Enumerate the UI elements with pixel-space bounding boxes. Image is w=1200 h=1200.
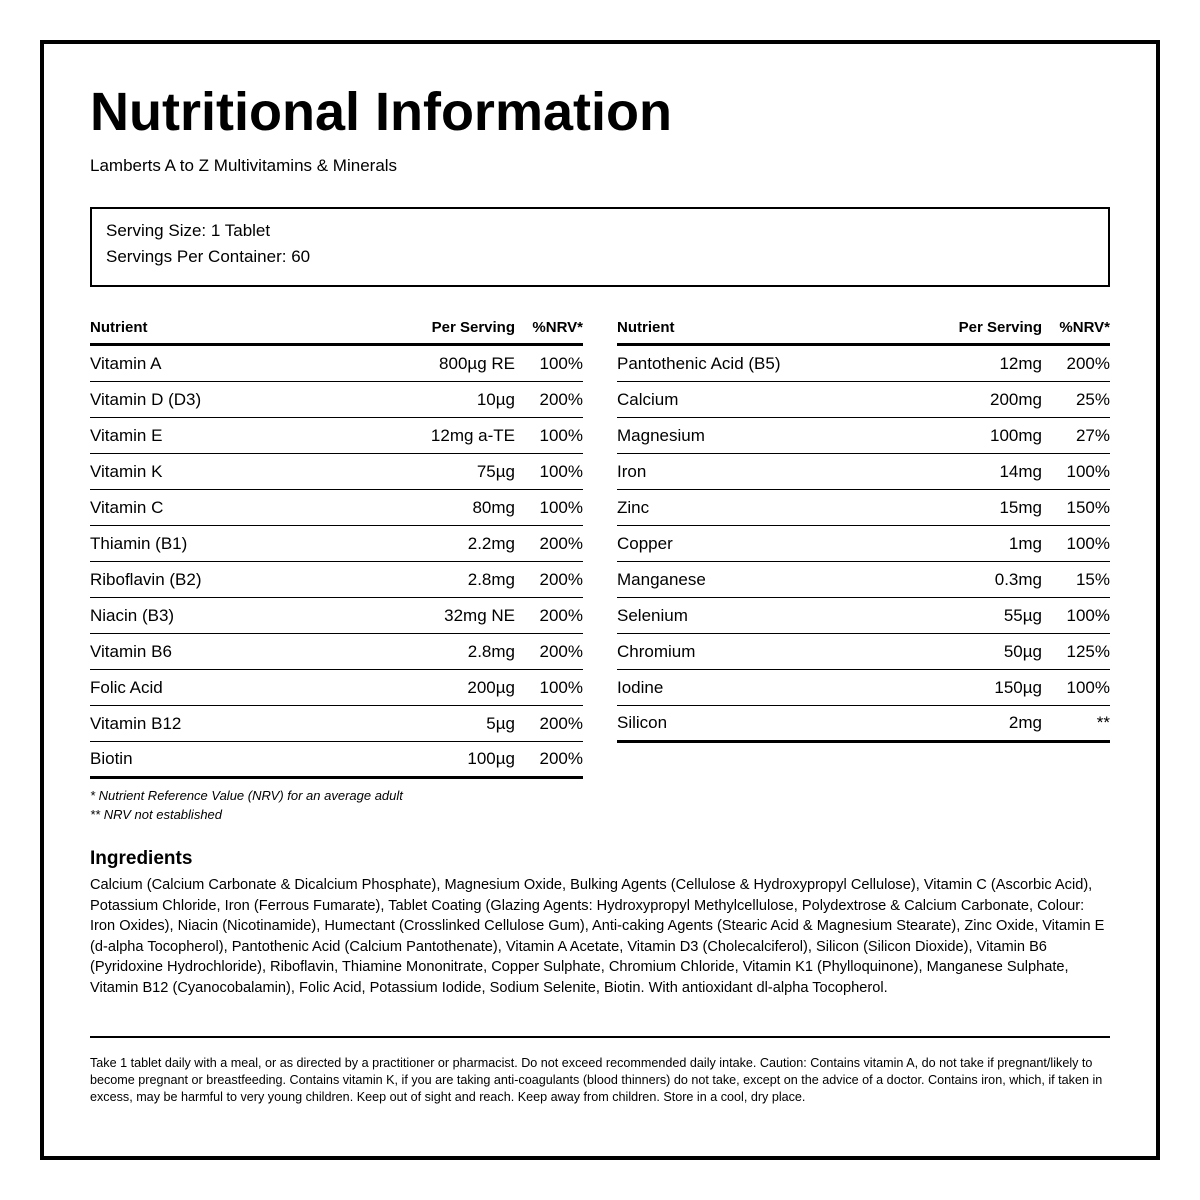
nutrient-name: Biotin — [90, 749, 133, 768]
nutrient-nrv: 25% — [1075, 389, 1110, 409]
nutrient-amount: 75µg — [476, 461, 515, 481]
table-row — [90, 670, 583, 706]
nutrient-name: Vitamin B6 — [90, 641, 172, 661]
footnotes — [90, 786, 403, 824]
nutrient-nrv: 125% — [1066, 641, 1110, 661]
nutrient-nrv: 100% — [539, 677, 583, 697]
header-nutrient: Nutrient — [617, 319, 675, 336]
table-row — [90, 382, 583, 418]
nutrient-name: Niacin (B3) — [90, 605, 175, 625]
nutrient-nrv: 200% — [539, 569, 583, 589]
nutrient-amount: 200µg — [467, 677, 515, 697]
nutrient-rows-right — [617, 346, 1110, 743]
nutrient-nrv: 100% — [539, 461, 583, 481]
nutrient-amount: 55µg — [1003, 605, 1042, 625]
header-per-serving: Per Serving — [958, 319, 1042, 336]
nutrient-name: Iodine — [617, 677, 664, 697]
serving-size: Serving Size: 1 Tablet — [106, 221, 271, 240]
header-per-serving: Per Serving — [431, 319, 515, 336]
nutrient-table-left — [90, 312, 583, 779]
nutrient-amount: 2mg — [1008, 713, 1042, 732]
table-row — [617, 418, 1110, 454]
nutrient-amount: 200mg — [990, 389, 1042, 409]
table-row — [617, 706, 1110, 743]
nutrient-name: Folic Acid — [90, 677, 163, 697]
table-row — [617, 382, 1110, 418]
nutrient-amount: 32mg NE — [444, 605, 515, 625]
nutrient-amount: 800µg RE — [439, 353, 515, 373]
nutrient-amount: 2.8mg — [467, 641, 515, 661]
nutrient-nrv: 100% — [1066, 677, 1110, 697]
table-row — [90, 346, 583, 382]
nutrient-name: Vitamin E — [90, 425, 163, 445]
table-row — [617, 454, 1110, 490]
table-row — [90, 526, 583, 562]
nutrient-name: Riboflavin (B2) — [90, 569, 202, 589]
nutrient-nrv: 15% — [1075, 569, 1110, 589]
nutrient-amount: 50µg — [1003, 641, 1042, 661]
nutrient-amount: 80mg — [472, 497, 515, 517]
nutrient-name: Thiamin (B1) — [90, 533, 188, 553]
nutrient-amount: 15mg — [999, 497, 1042, 517]
servings-per-container: Servings Per Container: 60 — [106, 247, 311, 266]
serving-info-box — [90, 207, 1110, 287]
nutrient-nrv: 200% — [539, 605, 583, 625]
nutrient-name: Calcium — [617, 389, 679, 409]
table-row — [617, 526, 1110, 562]
nutrient-amount: 150µg — [994, 677, 1042, 697]
table-row — [90, 562, 583, 598]
nutrient-name: Vitamin B12 — [90, 713, 182, 733]
nutrient-nrv: 200% — [539, 533, 583, 553]
nutrient-name: Copper — [617, 533, 673, 553]
header-nrv: %NRV* — [532, 319, 583, 336]
table-row — [90, 634, 583, 670]
footnote-not-established: ** NRV not established — [90, 807, 223, 822]
nutrient-table-right — [617, 312, 1110, 743]
nutrient-amount: 1mg — [1008, 533, 1042, 553]
nutrient-name: Iron — [617, 461, 647, 481]
table-header — [90, 312, 583, 346]
page-title: Nutritional Information — [90, 82, 672, 142]
nutrient-nrv: 200% — [539, 749, 583, 768]
nutrient-amount: 2.2mg — [467, 533, 515, 553]
nutrient-name: Vitamin A — [90, 353, 162, 373]
nutrient-nrv: 100% — [539, 425, 583, 445]
nutrient-name: Manganese — [617, 569, 706, 589]
nutrient-amount: 5µg — [486, 713, 515, 733]
nutrient-name: Vitamin C — [90, 497, 164, 517]
footnote-nrv: * Nutrient Reference Value (NRV) for an average adult — [90, 788, 403, 803]
table-row — [90, 490, 583, 526]
nutrient-name: Magnesium — [617, 425, 705, 445]
nutrient-nrv: 100% — [539, 497, 583, 517]
nutrient-name: Chromium — [617, 641, 696, 661]
ingredients-heading: Ingredients — [90, 848, 193, 869]
table-row — [90, 418, 583, 454]
nutrient-nrv: 200% — [539, 713, 583, 733]
nutrient-nrv: 150% — [1066, 497, 1110, 517]
table-row — [90, 742, 583, 779]
table-row — [617, 634, 1110, 670]
table-row — [617, 670, 1110, 706]
nutrient-amount: 100mg — [990, 425, 1042, 445]
nutrient-nrv: 200% — [1066, 353, 1110, 373]
nutrient-amount: 12mg a-TE — [430, 425, 515, 445]
table-row — [617, 490, 1110, 526]
nutrient-name: Pantothenic Acid (B5) — [617, 353, 781, 373]
table-row — [90, 706, 583, 742]
nutrient-nrv: 100% — [1066, 605, 1110, 625]
table-row — [617, 346, 1110, 382]
table-row — [90, 454, 583, 490]
table-header — [617, 312, 1110, 346]
product-name: Lamberts A to Z Multivitamins & Minerals — [90, 156, 398, 175]
nutrient-amount: 14mg — [999, 461, 1042, 481]
directions-text: Take 1 tablet daily with a meal, or as directed by a practitioner or pharmacist. Do not exceed recommended daily intake. Caution: Contains vitamin A, do not take if pregnant/likely to become pregnant or breastfeeding. Contains vitamin K, if you are taking anti-coagulants (blood thinners) do not take, except on the advice of a doctor. Contains iron, which, if taken in excess, may be harmful to very young children. Keep out of sight and reach. Keep away from children. Store in a cool, dry place. — [90, 1056, 1103, 1105]
nutrient-amount: 10µg — [476, 389, 515, 409]
ingredients-text: Calcium (Calcium Carbonate & Dicalcium Phosphate), Magnesium Oxide, Bulking Agents (Cellulose & Hydroxypropyl Cellulose), Vitamin C (Ascorbic Acid), Potassium Chloride, Iron (Ferrous Fumarate), Tablet Coating (Glazing Agents: Hydroxypropyl Methylcellulose, Polydextrose & Calcium Carbonate, Colour: Iron Oxides), Niacin (Nicotinamide), Humectant (Crosslinked Cellulose Gum), Anti-caking Agents (Stearic Acid & Magnesium Stearate), Zinc Oxide, Vitamin E (d-alpha Tocopherol), Pantothenic Acid (Calcium Pantothenate), Vitamin A Acetate, Vitamin D3 (Cholecalciferol), Silicon (Silicon Dioxide), Vitamin B6 (Pyridoxine Hydrochloride), Riboflavin, Thiamine Mononitrate, Copper Sulphate, Chromium Chloride, Vitamin K1 (Phylloquinone), Manganese Sulphate, Vitamin B12 (Cyanocobalamin), Folic Acid, Potassium Iodide, Sodium Selenite, Biotin. With antioxidant dl-alpha Tocopherol. — [90, 877, 1105, 996]
nutrient-nrv: 27% — [1075, 425, 1110, 445]
header-nutrient: Nutrient — [90, 319, 148, 336]
nutrient-amount: 100µg — [467, 749, 515, 768]
header-nrv: %NRV* — [1059, 319, 1110, 336]
nutrient-name: Vitamin D (D3) — [90, 389, 202, 409]
nutrient-nrv: ** — [1096, 713, 1110, 732]
table-row — [617, 562, 1110, 598]
nutrient-nrv: 100% — [1066, 461, 1110, 481]
nutrient-nrv: 200% — [539, 641, 583, 661]
nutrient-name: Zinc — [617, 497, 650, 517]
nutrient-rows-left — [90, 346, 583, 779]
nutrient-nrv: 100% — [539, 353, 583, 373]
divider — [90, 1036, 1110, 1038]
nutrient-amount: 0.3mg — [994, 569, 1042, 589]
nutrient-nrv: 200% — [539, 389, 583, 409]
nutrient-amount: 12mg — [999, 353, 1042, 373]
table-row — [617, 598, 1110, 634]
nutrient-name: Selenium — [617, 605, 688, 625]
nutrient-name: Silicon — [617, 713, 668, 732]
nutrient-amount: 2.8mg — [467, 569, 515, 589]
table-row — [90, 598, 583, 634]
nutrient-name: Vitamin K — [90, 461, 163, 481]
nutrient-nrv: 100% — [1066, 533, 1110, 553]
